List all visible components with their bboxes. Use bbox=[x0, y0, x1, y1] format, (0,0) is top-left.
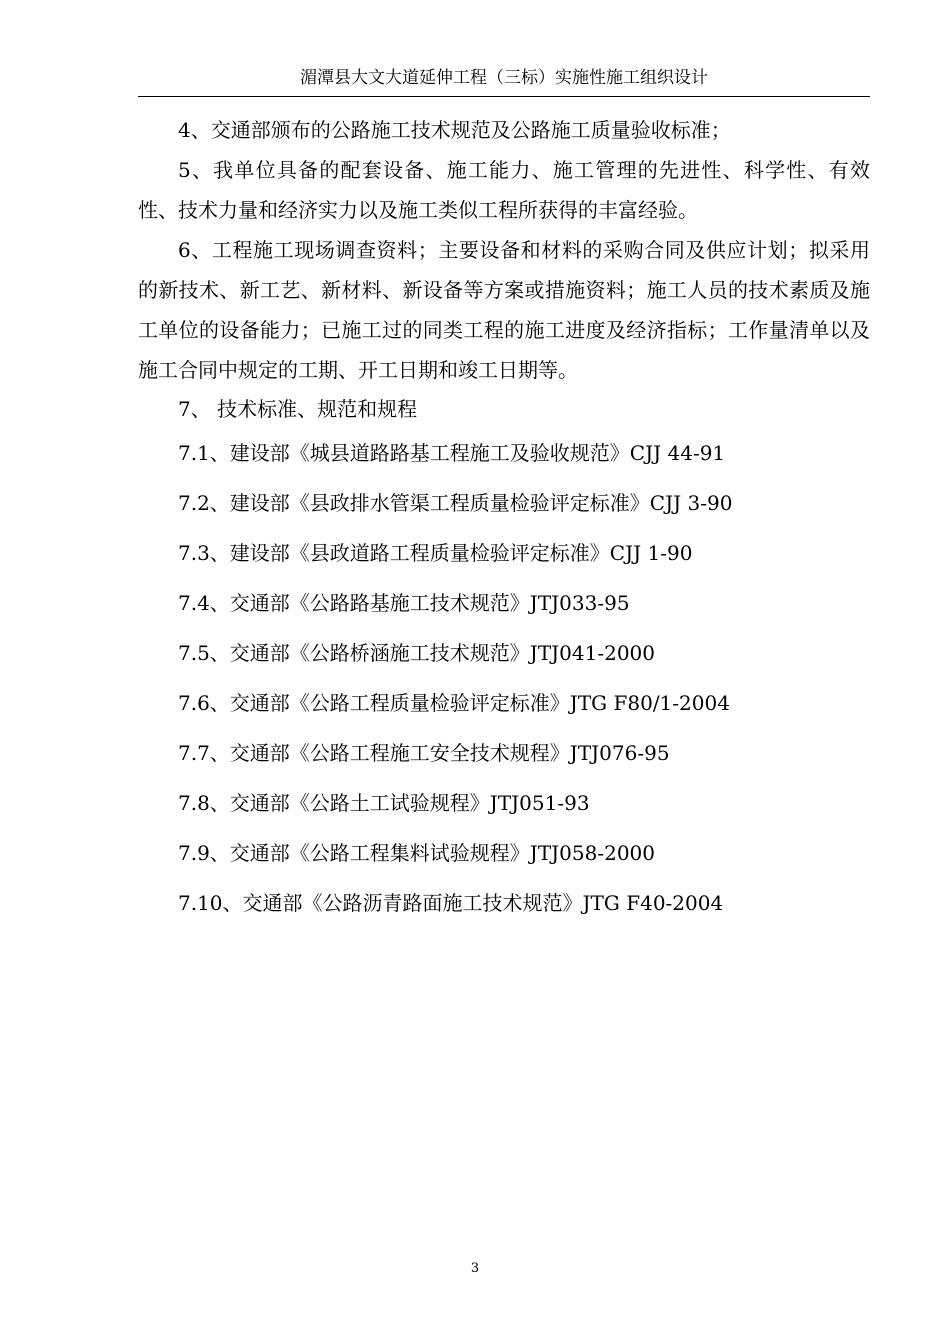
paragraph-4: 4、交通部颁布的公路施工技术规范及公路施工质量验收标准； bbox=[178, 118, 731, 142]
standard-item-7-5: 7.5、交通部《公路桥涵施工技术规范》JTJ041-2000 bbox=[178, 641, 656, 665]
page-number: 3 bbox=[470, 1261, 480, 1276]
standard-item-7-7: 7.7、交通部《公路工程施工安全技术规程》JTJ076-95 bbox=[178, 741, 670, 765]
standard-item-7-6: 7.6、交通部《公路工程质量检验评定标准》JTG F80/1-2004 bbox=[178, 691, 730, 715]
paragraph-5: 5、我单位具备的配套设备、施工能力、施工管理的先进性、科学性、有效性、技术力量和经济实力以及施工类似工程所获得的丰富经验。 bbox=[138, 158, 870, 222]
document-title: 湄潭县大文大道延伸工程（三标）实施性施工组织设计 bbox=[300, 68, 708, 88]
standard-item-7-9: 7.9、交通部《公路工程集料试验规程》JTJ058-2000 bbox=[178, 841, 656, 865]
page-header bbox=[138, 66, 870, 97]
standard-item-7-2: 7.2、建设部《县政排水管渠工程质量检验评定标准》CJJ 3-90 bbox=[178, 491, 733, 515]
document-body bbox=[138, 110, 870, 928]
standard-item-7-10: 7.10、交通部《公路沥青路面施工技术规范》JTG F40-2004 bbox=[178, 891, 724, 915]
standard-item-7-4: 7.4、交通部《公路路基施工技术规范》JTJ033-95 bbox=[178, 591, 630, 615]
standard-item-7-1: 7.1、建设部《城县道路路基工程施工及验收规范》CJJ 44-91 bbox=[178, 441, 726, 465]
standard-item-7-3: 7.3、建设部《县政道路工程质量检验评定标准》CJJ 1-90 bbox=[178, 541, 693, 565]
standard-item-7-8: 7.8、交通部《公路土工试验规程》JTJ051-93 bbox=[178, 791, 590, 815]
paragraph-6: 6、工程施工现场调查资料；主要设备和材料的采购合同及供应计划；拟采用的新技术、新工艺、新材料、新设备等方案或措施资料；施工人员的技术素质及施工单位的设备能力；已施工过的同类工程的施工进度及经济指标；工作量清单以及施工合同中规定的工期、开工日期和竣工日期等。 bbox=[138, 238, 870, 382]
section-heading-7: 7、 技术标准、规范和规程 bbox=[178, 397, 418, 421]
standards-list bbox=[138, 428, 870, 928]
